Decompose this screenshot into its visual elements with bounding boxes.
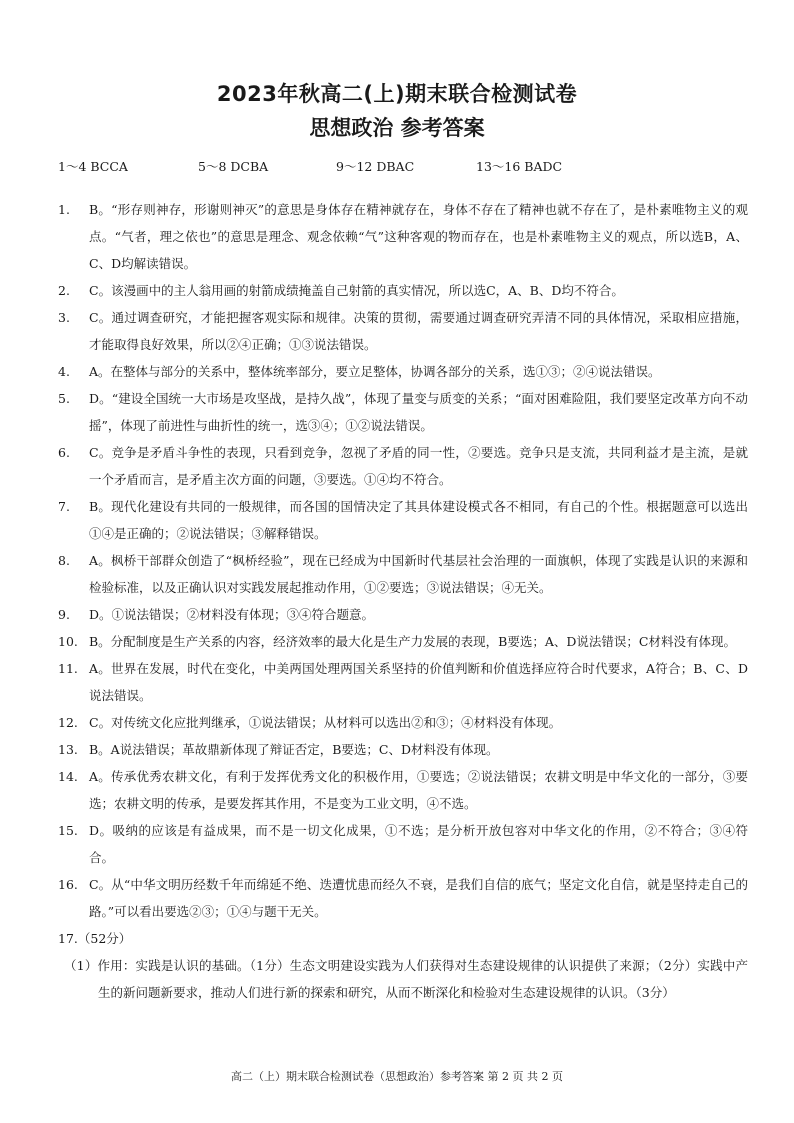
item-number: 1. bbox=[58, 202, 70, 217]
item-number: 9. bbox=[58, 607, 70, 622]
item-number: 14. bbox=[58, 769, 78, 784]
explanation-item bbox=[58, 493, 748, 547]
item-number: 7. bbox=[58, 499, 70, 514]
item-text: B。分配制度是生产关系的内容，经济效率的最大化是生产力发展的表现，B要选；A、D说法错误；C材料没有体现。 bbox=[89, 634, 736, 649]
item-text: D。吸纳的应该是有益成果，而不是一切文化成果，①不选；是分析开放包容对中华文化的作用，②不符合；③④符合。 bbox=[89, 823, 748, 865]
explanation-item bbox=[58, 547, 748, 601]
choice-answer-group: 5～8 DCBA bbox=[198, 159, 269, 174]
item-text: A。在整体与部分的关系中，整体统率部分，要立足整体，协调各部分的关系，选①③；②④说法错误。 bbox=[89, 364, 661, 379]
page-footer: 高二（上）期末联合检测试卷（思想政治）参考答案 第 2 页 共 2 页 bbox=[231, 1070, 563, 1083]
item-text: C。竞争是矛盾斗争性的表现，只看到竞争，忽视了矛盾的同一性，②要选。竞争只是支流，共同利益才是主流，是就一个矛盾而言，是矛盾主次方面的问题，③要选。①④均不符合。 bbox=[89, 445, 748, 487]
item-text: C。从“中华文明历经数千年而绵延不绝、迭遭忧患而经久不衰，是我们自信的底气；坚定文化自信，就是坚持走自己的路。”可以看出要选②③；①④与题干无关。 bbox=[89, 877, 748, 919]
explanation-item bbox=[58, 196, 748, 277]
item-number: 4. bbox=[58, 364, 70, 379]
item-text: C。对传统文化应批判继承，①说法错误；从材料可以选出②和③；④材料没有体现。 bbox=[89, 715, 562, 730]
item-number: 6. bbox=[58, 445, 70, 460]
explanation-item bbox=[58, 871, 748, 925]
item-text: D。“建设全国统一大市场是攻坚战，是持久战”，体现了量变与质变的关系；“面对困难险阻，我们要坚定改革方向不动摇”，体现了前进性与曲折性的统一，选③④；①②说法错误。 bbox=[89, 391, 748, 433]
explanation-item bbox=[58, 601, 748, 628]
explanation-item bbox=[58, 277, 748, 304]
item-number: 5. bbox=[58, 391, 70, 406]
explanation-item bbox=[58, 709, 748, 736]
explanation-item bbox=[58, 736, 748, 763]
item-number: 16. bbox=[58, 877, 78, 892]
item-number: 12. bbox=[58, 715, 78, 730]
item-text: D。①说法错误；②材料没有体现；③④符合题意。 bbox=[89, 607, 375, 622]
explanation-item bbox=[58, 358, 748, 385]
item-text: C。通过调查研究，才能把握客观实际和规律。决策的贯彻，需要通过调查研究弄清不同的具体情况，采取相应措施，才能取得良好效果，所以②④正确；①③说法错误。 bbox=[89, 310, 748, 352]
document-title: 2023年秋高二(上)期末联合检测试卷 bbox=[216, 82, 578, 106]
item-number: 3. bbox=[58, 310, 70, 325]
choice-answer-group: 13～16 BADC bbox=[476, 159, 563, 174]
item-text: A。传承优秀农耕文化，有利于发挥优秀文化的积极作用，①要选；②说法错误；农耕文明是中华文化的一部分，③要选；农耕文明的传承，是要发挥其作用，不是变为工业文明，④不选。 bbox=[89, 769, 748, 811]
question-17-part-1: （1）作用：实践是认识的基础。（1分）生态文明建设实践为人们获得对生态建设规律的认识提供了来源；（2分）实践中产生的新问题新要求，推动人们进行新的探索和研究，从而不断深化和检验对生态建设规律的认识。（3分） bbox=[64, 958, 748, 1000]
item-number: 8. bbox=[58, 553, 70, 568]
item-text: B。现代化建设有共同的一般规律，而各国的国情决定了其具体建设模式各不相同，有自己的个性。根据题意可以选出①④是正确的；②说法错误；③解释错误。 bbox=[89, 499, 748, 541]
item-text: B。A说法错误；革故鼎新体现了辩证否定，B要选；C、D材料没有体现。 bbox=[89, 742, 499, 757]
item-number: 15. bbox=[58, 823, 78, 838]
explanation-item bbox=[58, 817, 748, 871]
document-subtitle: 思想政治 参考答案 bbox=[309, 116, 485, 140]
item-number: 2. bbox=[58, 283, 70, 298]
explanation-item bbox=[58, 655, 748, 709]
choice-answer-group: 1～4 BCCA bbox=[58, 159, 128, 174]
item-text: C。该漫画中的主人翁用画的射箭成绩掩盖自己射箭的真实情况，所以选C，A、B、D均不符合。 bbox=[89, 283, 624, 298]
choice-answers-row bbox=[58, 157, 758, 179]
explanation-item bbox=[58, 304, 748, 358]
item-number: 11. bbox=[58, 661, 78, 676]
item-number: 13. bbox=[58, 742, 78, 757]
choice-answer-group: 9～12 DBAC bbox=[336, 159, 415, 174]
explanation-list bbox=[58, 196, 748, 1006]
item-text: A。枫桥干部群众创造了“枫桥经验”，现在已经成为中国新时代基层社会治理的一面旗帜，体现了实践是认识的来源和检验标准，以及正确认识对实践发展起推动作用，①②要选；③说法错误；④无关。 bbox=[89, 553, 748, 595]
explanation-item bbox=[58, 385, 748, 439]
explanation-item bbox=[58, 628, 748, 655]
item-text: B。“形存则神存，形谢则神灭”的意思是身体存在精神就存在，身体不存在了精神也就不存在了，是朴素唯物主义的观点。“气者，理之依也”的意思是理念、观念依赖“气”这种客观的物而存在，也是朴素唯物主义的观点，所以选B，A、C、D均解读错误。 bbox=[89, 202, 748, 271]
question-17-header: 17.（52分） bbox=[58, 931, 132, 946]
item-text: A。世界在发展，时代在变化，中美两国处理两国关系坚持的价值判断和价值选择应符合时代要求，A符合；B、C、D说法错误。 bbox=[89, 661, 748, 703]
explanation-item bbox=[58, 763, 748, 817]
item-number: 10. bbox=[58, 634, 78, 649]
explanation-item bbox=[58, 439, 748, 493]
